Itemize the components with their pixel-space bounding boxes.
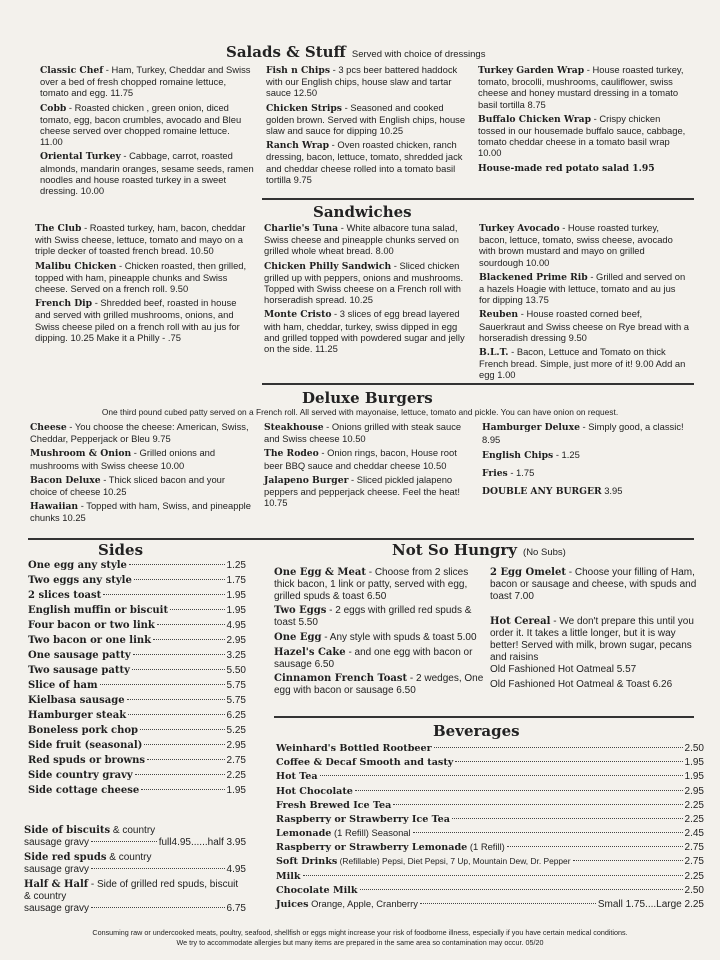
beverage-row: Lemonade (1 Refill) Seasonal 2.45 bbox=[276, 827, 704, 840]
side-row: 2 slices toast 1.95 bbox=[28, 590, 246, 601]
menu-item: Hazel's Cake - and one egg with bacon or sausage 6.50 bbox=[274, 646, 473, 670]
footer-disclaimer bbox=[40, 928, 680, 947]
side-row: Red spuds or browns 2.75 bbox=[28, 755, 246, 766]
side-row: Side fruit (seasonal) 2.95 bbox=[28, 740, 246, 751]
beverage-row: Chocolate Milk 2.50 bbox=[276, 884, 704, 896]
menu-item: Chicken Strips - Seasoned and cooked golden brown. Served with English chips, house slaw and sauce for dipping 10.25 bbox=[266, 101, 466, 137]
menu-item: Bacon Deluxe - Thick sliced bacon and your choice of cheese 10.25 bbox=[30, 473, 225, 498]
menu-item: DOUBLE ANY BURGER 3.95 bbox=[482, 485, 623, 497]
side-row: Four bacon or two link 4.95 bbox=[28, 620, 246, 631]
burgers-col-1 bbox=[30, 421, 252, 527]
salads-col-2 bbox=[266, 64, 466, 188]
menu-item: Fries - 1.75 bbox=[482, 467, 535, 479]
menu-item: Blackened Prime Rib - Grilled and served on a hazels Hoagie with lettuce, tomato and au jus for dipping 13.75 bbox=[479, 270, 686, 306]
side-row: Side cottage cheese 1.95 bbox=[28, 785, 246, 796]
burgers-title: Deluxe Burgers bbox=[302, 389, 433, 407]
menu-item: English Chips - 1.25 bbox=[482, 449, 580, 461]
salads-col-3 bbox=[478, 64, 688, 177]
menu-item: Old Fashioned Hot Oatmeal 5.57 bbox=[490, 663, 637, 675]
sandwiches-title: Sandwiches bbox=[313, 203, 412, 221]
not-so-hungry-col-1 bbox=[274, 567, 486, 700]
sandwiches-col-2 bbox=[264, 222, 468, 357]
side-row: Boneless pork chop 5.25 bbox=[28, 725, 246, 736]
menu-item: The Rodeo - Onion rings, bacon, House root beer BBQ sauce and cheddar cheese 10.50 bbox=[264, 447, 457, 471]
menu-item: Mushroom & Onion - Grilled onions and mushrooms with Swiss cheese 10.00 bbox=[30, 447, 216, 471]
menu-item: Buffalo Chicken Wrap - Crispy chicken tossed in our housemade buffalo sauce, cabbage, tomato cheddar cheese in a tomato basil wrap 10.00 bbox=[478, 112, 686, 159]
side-row: One egg any style 1.25 bbox=[28, 560, 246, 571]
side-row: One sausage patty 3.25 bbox=[28, 650, 246, 661]
menu-item: Hawaiian - Topped with ham, Swiss, and pineapple chunks 10.25 bbox=[30, 500, 251, 524]
sandwiches-col-1 bbox=[35, 222, 253, 346]
sides-title: Sides bbox=[98, 541, 144, 559]
menu-item: Reuben - House roasted corned beef, Sauerkraut and Swiss cheese on Rye bread with a horseradish dressing 9.50 bbox=[479, 308, 690, 343]
menu-item: Old Fashioned Hot Oatmeal & Toast 6.26 bbox=[490, 679, 673, 691]
menu-item: Charlie's Tuna - White albacore tuna salad, Swiss cheese and pineapple chunks served on grilled whole wheat bread. 8.00 bbox=[264, 222, 459, 257]
divider bbox=[274, 716, 694, 718]
side-row: Kielbasa sausage 5.75 bbox=[28, 695, 246, 706]
not-so-hungry-col-2 bbox=[490, 567, 700, 694]
menu-item: Malibu Chicken - Chicken roasted, then grilled, topped with ham, pineapple chunks and Swiss cheese. Served on a french roll. 9.50 bbox=[35, 259, 247, 295]
side-row: Two eggs any style 1.75 bbox=[28, 575, 246, 586]
salads-subtitle: Served with choice of dressings bbox=[351, 49, 486, 60]
menu-item: Oriental Turkey - Cabbage, carrot, roasted almonds, mandarin oranges, sesame seeds, ramen noodles and house roasted turkey in a sweet dressing. 10.00 bbox=[40, 150, 254, 197]
beverage-row: Juices Orange, Apple, Cranberry Small 1.75....Large 2.25 bbox=[276, 898, 704, 911]
menu-item: Two Eggs - 2 eggs with grilled red spuds & toast 5.50 bbox=[274, 605, 472, 629]
beverage-row: Hot Tea 1.95 bbox=[276, 771, 704, 783]
menu-item: Hamburger Deluxe - Simply good, a classic! 8.95 bbox=[482, 421, 684, 445]
sides-extra bbox=[24, 825, 246, 918]
menu-item: French Dip - Shredded beef, roasted in house and served with grilled mushrooms, onions, and Swiss cheese piled on a french roll with au jus for dipping. 10.25 Make it a Philly - .75 bbox=[35, 297, 240, 343]
menu-item: House-made red potato salad 1.95 bbox=[478, 162, 655, 174]
footer-line-2: We try to accommodate allergies but many items are prepared in the same area so contamination may occur. 05/20 bbox=[176, 937, 544, 947]
beverage-row: Raspberry or Strawberry Lemonade (1 Refill) 2.75 bbox=[276, 841, 704, 854]
menu-item: Fish n Chips - 3 pcs beer battered haddock with our English chips, house slaw and tartar sauce 12.50 bbox=[266, 64, 458, 99]
menu-item: Turkey Garden Wrap - House roasted turkey, tomato, brocolli, mushrooms, cauliflower, swiss cheese and honey mustard dressing in a tomato basil tortilla 8.75 bbox=[478, 64, 684, 110]
menu-item: Hot Cereal - We don't prepare this until you order it. It takes a little longer, but it is way better! Served with milk, brown sugar, pecans and raisins bbox=[490, 616, 694, 663]
footer-line-1: Consuming raw or undercooked meats, poultry, seafood, shellfish or eggs might increase your risk of foodborne illness, especially if you have certain medical conditions. bbox=[92, 928, 628, 937]
menu-item: 2 Egg Omelet - Choose your filling of Ham, bacon or sausage and cheese, with spuds and toast 7.00 bbox=[490, 567, 697, 602]
beverage-row: Coffee & Decaf Smooth and tasty 1.95 bbox=[276, 757, 704, 769]
side-row: Hamburger steak 6.25 bbox=[28, 710, 246, 721]
divider bbox=[262, 198, 694, 200]
beverage-row: Fresh Brewed Ice Tea 2.25 bbox=[276, 799, 704, 811]
beverages-title: Beverages bbox=[433, 722, 520, 740]
menu-item: One Egg - Any style with spuds & toast 5.00 bbox=[274, 631, 477, 643]
menu-item: Steakhouse - Onions grilled with steak sauce and Swiss cheese 10.50 bbox=[264, 421, 462, 445]
side-row: Two bacon or one link 2.95 bbox=[28, 635, 246, 646]
burgers-subtitle: One third pound cubed patty served on a French roll. All served with mayonaise, lettuce, tomato and pickle. You can have onion on request. bbox=[101, 407, 619, 417]
menu-item: Chicken Philly Sandwich - Sliced chicken grilled up with peppers, onions and mushrooms. Topped with Swiss cheese on a French roll with horseradish spread. 10.25 bbox=[264, 259, 464, 306]
burgers-col-2 bbox=[264, 421, 469, 511]
menu-item: Cinnamon French Toast - 2 wedges, One egg with bacon or sausage 6.50 bbox=[274, 673, 484, 697]
menu-item: B.L.T. - Bacon, Lettuce and Tomato on thick French bread. Simple, just more of it! 9.00 Add an egg 1.00 bbox=[479, 346, 686, 381]
menu-item: Ranch Wrap - Oven roasted chicken, ranch dressing, bacon, lettuce, tomato, shredded jack and cheddar cheese rolled into a tomato basil tortilla 9.75 bbox=[266, 139, 463, 185]
sides-list bbox=[28, 560, 246, 800]
menu-item: Turkey Avocado - House roasted turkey, bacon, lettuce, tomato, swiss cheese, avocado with brown mustard and mayo on grilled sourdough 10.00 bbox=[479, 222, 673, 268]
burgers-col-3 bbox=[482, 421, 687, 501]
side-combo: Side of biscuits & country sausage gravy full4.95......half 3.95 bbox=[24, 825, 246, 848]
menu-item: The Club - Roasted turkey, ham, bacon, cheddar with Swiss cheese, lettuce, tomato and mayo on a triple decker of toasted french bread. 10.50 bbox=[35, 222, 246, 257]
not-so-hungry-subtitle: (No Subs) bbox=[523, 547, 566, 558]
salads-title: Salads & Stuff Served with choice of dressings bbox=[226, 43, 486, 61]
side-combo: Side red spuds & country sausage gravy 4.95 bbox=[24, 852, 246, 875]
menu-item: Jalapeno Burger - Sliced pickled jalapeno peppers and pepperjack cheese. Feel the heat! 10.75 bbox=[264, 473, 460, 509]
side-row: Side country gravy 2.25 bbox=[28, 770, 246, 781]
divider bbox=[262, 383, 694, 385]
side-combo: Half & Half - Side of grilled red spuds, biscuit & country sausage gravy 6.75 bbox=[24, 879, 246, 914]
beverage-row: Milk 2.25 bbox=[276, 870, 704, 882]
divider bbox=[28, 538, 694, 540]
beverage-row: Weinhard's Bottled Rootbeer 2.50 bbox=[276, 743, 704, 754]
not-so-hungry-title: Not So Hungry (No Subs) bbox=[392, 541, 566, 559]
beverages-list bbox=[276, 742, 704, 912]
side-row: Two sausage patty 5.50 bbox=[28, 665, 246, 676]
beverage-row: Soft Drinks (Refillable) Pepsi, Diet Pepsi, 7 Up, Mountain Dew, Dr. Pepper 2.75 bbox=[276, 855, 704, 867]
side-row: English muffin or biscuit 1.95 bbox=[28, 605, 246, 616]
menu-item: Classic Chef - Ham, Turkey, Cheddar and Swiss over a bed of fresh chopped romaine lettuce, tomato and egg. 11.75 bbox=[40, 64, 251, 99]
beverage-row: Raspberry or Strawberry Ice Tea 2.25 bbox=[276, 813, 704, 825]
salads-col-1 bbox=[40, 64, 255, 199]
beverage-row: Hot Chocolate 2.95 bbox=[276, 785, 704, 797]
menu-item: Monte Cristo - 3 slices of egg bread layered with ham, cheddar, turkey, swiss dipped in egg and grilled topped with powdered sugar and jelly on the side. 11.25 bbox=[264, 308, 465, 355]
sandwiches-col-3 bbox=[479, 222, 689, 384]
side-row: Slice of ham 5.75 bbox=[28, 680, 246, 691]
menu-item: One Egg & Meat - Choose from 2 slices thick bacon, 1 link or patty, served with egg, grilled spuds & toast 6.50 bbox=[274, 567, 469, 602]
menu-item: Cheese - You choose the cheese: American, Swiss, Cheddar, Pepperjack or Bleu 9.75 bbox=[30, 421, 249, 445]
menu-item: Cobb - Roasted chicken , green onion, diced tomato, egg, bacon crumbles, avocado and Bleu cheese served over chopped romaine lettuce. 11.00 bbox=[40, 101, 242, 148]
